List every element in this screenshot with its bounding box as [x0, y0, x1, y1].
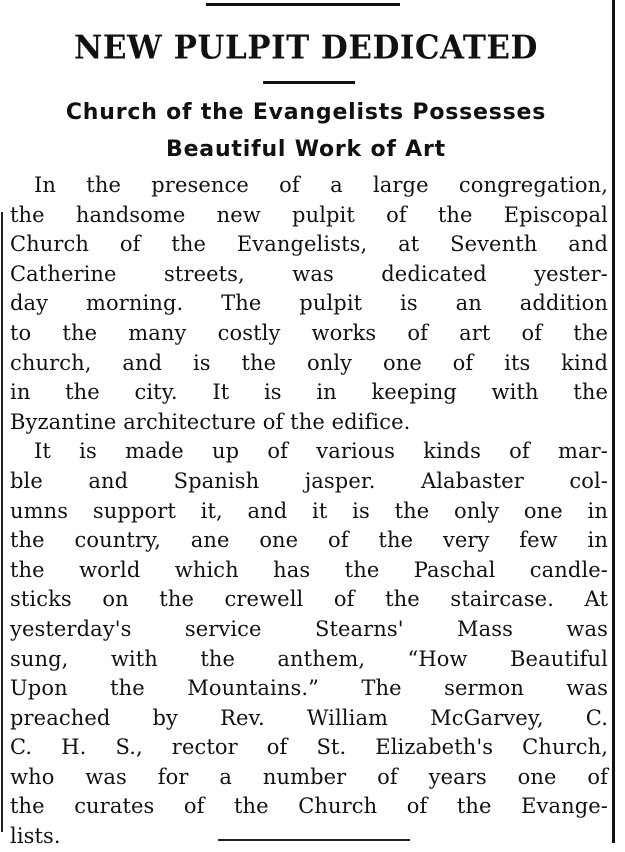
- paragraph-2-line: lists.: [10, 824, 61, 849]
- paragraph-2-line: the country, ane one of the very few in: [10, 528, 608, 553]
- paragraph-2-line: preached by Rev. William McGarvey, C.: [10, 705, 608, 730]
- bottom-column-rule: [218, 839, 410, 841]
- subheadline-line-1: Church of the Evangelists Possesses: [65, 100, 547, 125]
- paragraph-2-line: sung, with the anthem, “How Beautiful: [10, 646, 608, 671]
- top-column-rule: [206, 3, 400, 6]
- paragraph-1-line: Catherine streets, was dedicated yester-: [10, 261, 608, 286]
- paragraph-2-line: C. H. S., rector of St. Elizabeth's Church,: [10, 735, 608, 760]
- paragraph-1-line: Byzantine architecture of the edifice.: [10, 409, 411, 434]
- column-border-right: [612, 0, 615, 843]
- headline-divider-rule: [263, 81, 355, 84]
- paragraph-2-line: the world which has the Paschal candle-: [10, 557, 608, 582]
- paragraph-1-line: church, and is the only one of its kind: [10, 350, 608, 375]
- column-border-left: [1, 212, 3, 832]
- paragraph-1-line: the handsome new pulpit of the Episcopal: [10, 202, 608, 227]
- headline: NEW PULPIT DEDICATED: [74, 29, 538, 67]
- paragraph-2-line: umns support it, and it is the only one in: [10, 498, 608, 523]
- paragraph-1-line: in the city. It is in keeping with the: [10, 380, 608, 405]
- paragraph-2-line: who was for a number of years one of: [10, 764, 608, 789]
- paragraph-1-line: In the presence of a large congregation,: [34, 173, 608, 197]
- paragraph-1-line: day morning. The pulpit is an addition: [10, 291, 608, 316]
- paragraph-2-line: the curates of the Church of the Evange-: [10, 794, 608, 819]
- paragraph-1-line: Church of the Evangelists, at Seventh and: [10, 232, 608, 257]
- paragraph-2-line: It is made up of various kinds of mar-: [34, 439, 608, 464]
- paragraph-2-line: Upon the Mountains.” The sermon was: [10, 676, 608, 701]
- paragraph-2-line: yesterday's service Stearns' Mass was: [10, 616, 608, 641]
- paragraph-1-line: to the many costly works of art of the: [10, 320, 608, 345]
- paragraph-2-line: sticks on the crewell of the staircase. At: [10, 587, 608, 612]
- article-body: [10, 171, 608, 852]
- paragraph-2-line: ble and Spanish jasper. Alabaster col-: [10, 468, 608, 493]
- subheadline-line-2: Beautiful Work of Art: [166, 137, 446, 162]
